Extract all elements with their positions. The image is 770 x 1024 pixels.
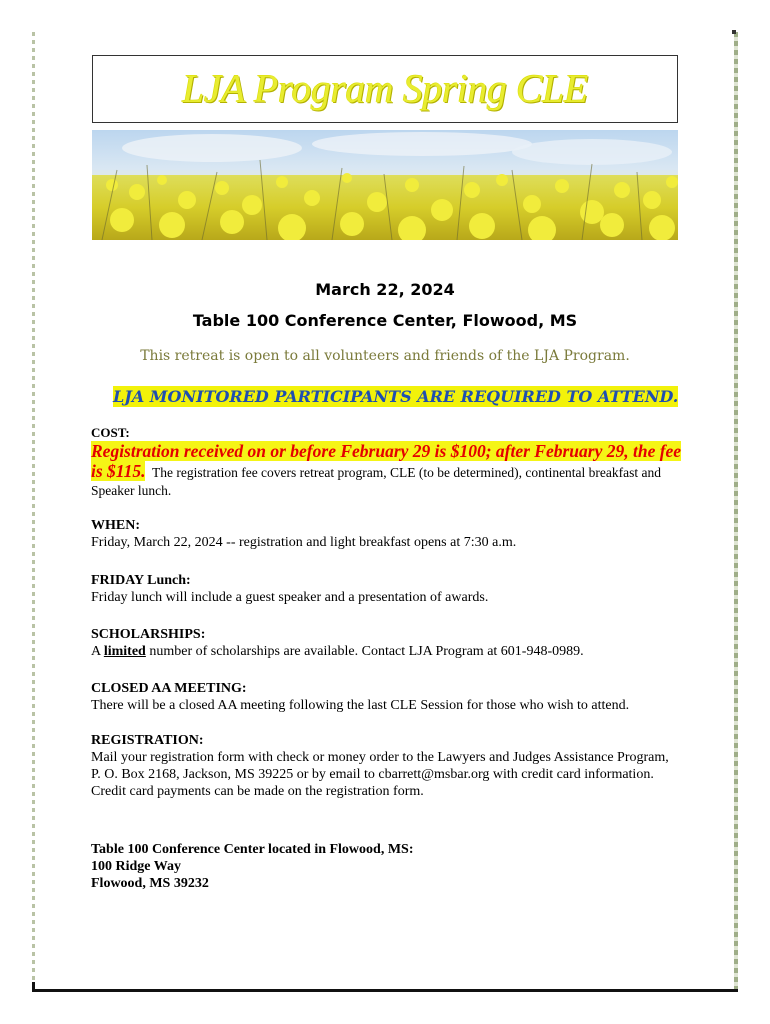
flower-field-banner xyxy=(92,130,678,240)
border-bottom xyxy=(32,989,738,992)
required-notice: LJA MONITORED PARTICIPANTS ARE REQUIRED TO ATTEND. xyxy=(113,387,679,406)
cost-highlight: Registration received on or before February 29 is $100; after February 29, the fee is $115. xyxy=(91,441,682,481)
scholarships-emphasis: limited xyxy=(103,644,146,659)
event-venue: Table 100 Conference Center, Flowood, MS xyxy=(192,311,578,330)
flower-field-image xyxy=(92,130,678,240)
aa-section xyxy=(91,680,691,714)
open-notice: This retreat is open to all volunteers and friends of the LJA Program. xyxy=(140,348,630,364)
scholarships-text: number of scholarships are available. Contact LJA Program at 601-948-0989. xyxy=(149,644,584,659)
location-section xyxy=(91,841,691,892)
cost-section xyxy=(91,442,691,500)
registration-line2: P. O. Box 2168, Jackson, MS 39225 or by email to cbarrett@msbar.org with credit card information. Credit card payments can be made on the registration form. xyxy=(91,767,654,799)
when-section xyxy=(91,517,691,551)
registration-line1: Mail your registration form with check or money order to the Lawyers and Judges Assistance Program, xyxy=(91,750,669,765)
event-date: March 22, 2024 xyxy=(315,280,455,299)
location-line2: 100 Ridge Way xyxy=(91,859,181,874)
cost-text: The registration fee covers retreat program, CLE (to be determined), continental breakfast and Speaker lunch. xyxy=(91,465,662,498)
border-corner-mark xyxy=(732,30,736,34)
aa-label: CLOSED AA MEETING: xyxy=(91,681,247,696)
border-corner-mark xyxy=(32,982,35,992)
cost-label: COST: xyxy=(91,425,130,440)
border-left xyxy=(32,32,35,992)
aa-text: There will be a closed AA meeting following the last CLE Session for those who wish to attend. xyxy=(91,698,630,713)
when-label: WHEN: xyxy=(91,518,140,533)
title-box xyxy=(92,55,678,123)
page-title: LJA Program Spring CLE xyxy=(182,66,588,111)
location-line3: Flowood, MS 39232 xyxy=(91,876,209,891)
lunch-label: FRIDAY Lunch: xyxy=(91,573,191,588)
lunch-section xyxy=(91,572,691,606)
when-text: Friday, March 22, 2024 -- registration and light breakfast opens at 7:30 a.m. xyxy=(91,535,517,550)
registration-label: REGISTRATION: xyxy=(91,733,204,748)
location-line1: Table 100 Conference Center located in Flowood, MS: xyxy=(91,842,414,857)
lunch-text: Friday lunch will include a guest speaker and a presentation of awards. xyxy=(91,590,489,605)
scholarships-label: SCHOLARSHIPS: xyxy=(91,627,206,642)
scholarships-section xyxy=(91,626,691,660)
registration-section xyxy=(91,732,671,800)
scholarships-prefix: A xyxy=(91,644,101,659)
border-right xyxy=(734,32,738,992)
